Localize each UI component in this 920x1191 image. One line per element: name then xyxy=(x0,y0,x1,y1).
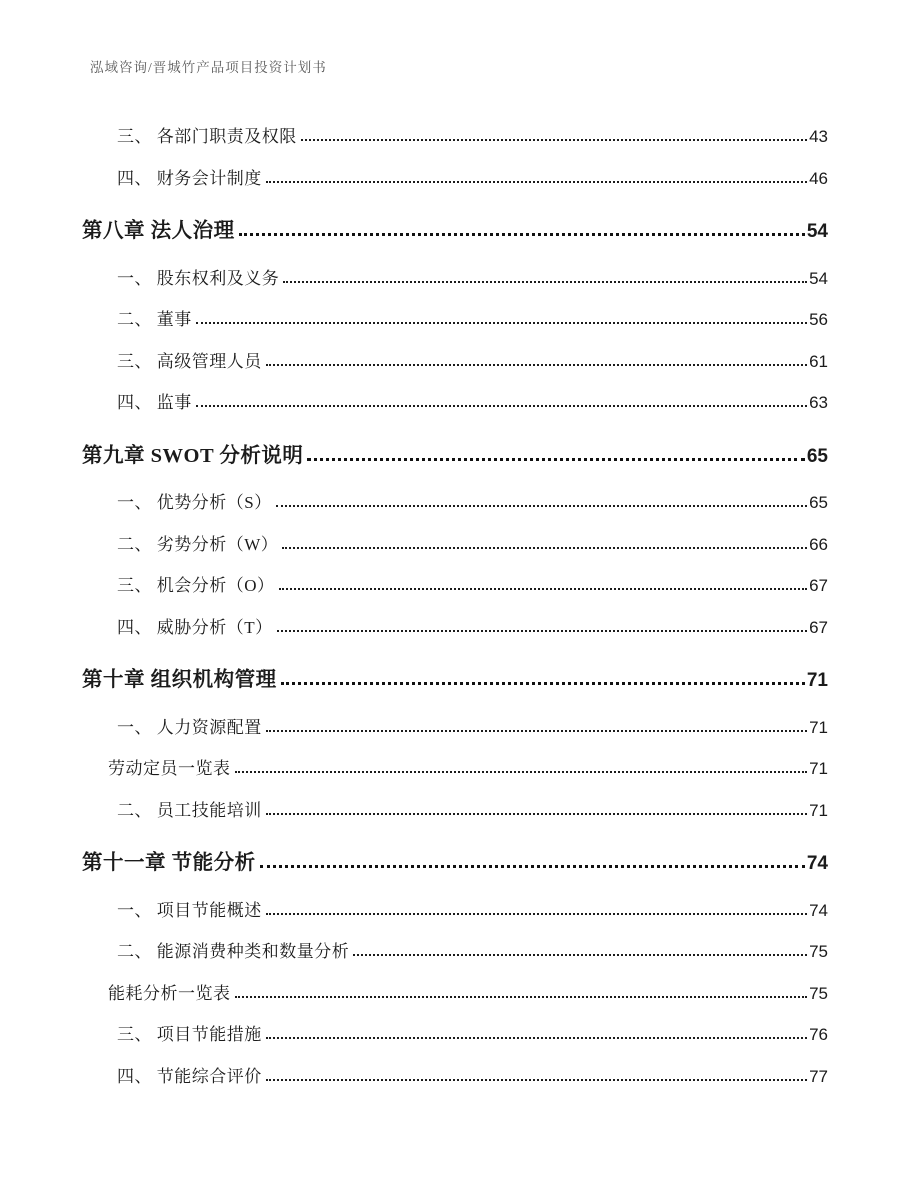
dot-leader xyxy=(266,364,807,366)
toc-entry-label: 四、 节能综合评价 xyxy=(117,1066,262,1086)
toc-entry-label: 四、 威胁分析（T） xyxy=(117,617,273,637)
toc-entry-label: 三、 机会分析（O） xyxy=(117,576,275,595)
toc-entry-page-number: 65 xyxy=(809,493,828,512)
toc-entry-sub[interactable] xyxy=(82,299,828,341)
toc-entry-page-number: 67 xyxy=(809,576,828,595)
toc-entry-chapter[interactable] xyxy=(82,430,828,483)
dot-leader xyxy=(266,813,807,815)
toc-entry-label: 第八章 法人治理 xyxy=(82,220,235,242)
dot-leader xyxy=(283,281,807,283)
toc-entry-sub[interactable] xyxy=(82,607,828,649)
document-header-title: 泓域咨询/晋城竹产品项目投资计划书 xyxy=(90,60,327,75)
toc-entry-page-number: 54 xyxy=(809,268,828,288)
table-of-contents xyxy=(82,116,828,1097)
toc-entry-label: 三、 项目节能措施 xyxy=(117,1025,262,1044)
toc-entry-label: 三、 高级管理人员 xyxy=(117,351,262,371)
toc-entry-page-number: 43 xyxy=(809,127,828,146)
toc-entry-label: 二、 员工技能培训 xyxy=(117,800,262,820)
toc-entry-page-number: 71 xyxy=(809,800,828,820)
dot-leader xyxy=(307,458,804,461)
dot-leader xyxy=(279,588,808,590)
toc-entry-page-number: 61 xyxy=(809,351,828,371)
dot-leader xyxy=(196,322,807,324)
toc-entry-chapter[interactable] xyxy=(82,837,828,890)
dot-leader xyxy=(196,405,807,407)
toc-entry-label: 一、 股东权利及义务 xyxy=(117,268,280,288)
dot-leader xyxy=(281,682,805,685)
dot-leader xyxy=(235,771,808,773)
toc-entry-sub[interactable] xyxy=(82,790,828,832)
dot-leader xyxy=(266,181,807,183)
toc-entry-label: 一、 优势分析（S） xyxy=(117,493,272,512)
toc-entry-page-number: 65 xyxy=(806,445,828,467)
toc-entry-label: 二、 劣势分析（W） xyxy=(117,534,279,554)
dot-leader xyxy=(266,1037,807,1039)
toc-entry-page-number: 66 xyxy=(809,534,828,554)
toc-entry-page-number: 63 xyxy=(809,393,828,412)
dot-leader xyxy=(282,547,807,549)
toc-entry-page-number: 76 xyxy=(809,1025,828,1044)
dot-leader xyxy=(353,954,807,956)
toc-entry-sub[interactable] xyxy=(82,931,828,973)
toc-entry-page-number: 71 xyxy=(806,670,828,691)
toc-entry-sub[interactable] xyxy=(82,158,828,200)
toc-entry-page-number: 56 xyxy=(809,310,828,329)
toc-entry-sub[interactable] xyxy=(82,1014,828,1056)
toc-entry-label: 第十一章 节能分析 xyxy=(82,852,256,874)
toc-entry-sub[interactable] xyxy=(82,890,828,932)
toc-entry-page-number: 46 xyxy=(809,168,828,188)
toc-entry-page-number: 54 xyxy=(806,221,828,242)
toc-entry-label: 能耗分析一览表 xyxy=(108,983,231,1003)
toc-entry-table[interactable] xyxy=(82,973,828,1015)
toc-entry-page-number: 67 xyxy=(809,617,828,637)
dot-leader xyxy=(266,913,807,915)
toc-entry-page-number: 74 xyxy=(806,853,828,874)
toc-entry-sub[interactable] xyxy=(82,116,828,158)
dot-leader xyxy=(277,630,807,632)
dot-leader xyxy=(235,996,808,998)
toc-entry-chapter[interactable] xyxy=(82,654,828,707)
toc-entry-page-number: 74 xyxy=(809,900,828,920)
toc-entry-label: 劳动定员一览表 xyxy=(108,759,231,778)
dot-leader xyxy=(239,233,805,236)
toc-entry-page-number: 75 xyxy=(809,942,828,961)
toc-entry-sub[interactable] xyxy=(82,258,828,300)
toc-entry-sub[interactable] xyxy=(82,707,828,749)
toc-entry-page-number: 71 xyxy=(809,717,828,737)
toc-entry-label: 第十章 组织机构管理 xyxy=(82,669,277,691)
toc-entry-label: 二、 能源消费种类和数量分析 xyxy=(117,942,350,961)
toc-entry-label: 三、 各部门职责及权限 xyxy=(117,127,297,146)
toc-entry-label: 四、 监事 xyxy=(117,393,192,412)
toc-entry-chapter[interactable] xyxy=(82,205,828,258)
dot-leader xyxy=(266,730,807,732)
toc-entry-label: 一、 人力资源配置 xyxy=(117,717,262,737)
toc-entry-page-number: 71 xyxy=(809,759,828,778)
dot-leader xyxy=(276,505,807,507)
toc-entry-table[interactable] xyxy=(82,748,828,790)
toc-entry-label: 第九章 SWOT 分析说明 xyxy=(82,444,304,467)
toc-entry-sub[interactable] xyxy=(82,482,828,524)
toc-entry-sub[interactable] xyxy=(82,565,828,607)
toc-entry-page-number: 77 xyxy=(809,1066,828,1086)
toc-entry-sub[interactable] xyxy=(82,341,828,383)
dot-leader xyxy=(301,139,807,141)
toc-entry-label: 一、 项目节能概述 xyxy=(117,900,262,920)
dot-leader xyxy=(266,1079,807,1081)
dot-leader xyxy=(260,865,805,868)
toc-entry-sub[interactable] xyxy=(82,1056,828,1098)
toc-entry-label: 二、 董事 xyxy=(117,310,192,329)
toc-entry-sub[interactable] xyxy=(82,382,828,424)
toc-entry-sub[interactable] xyxy=(82,524,828,566)
toc-entry-label: 四、 财务会计制度 xyxy=(117,168,262,188)
toc-entry-page-number: 75 xyxy=(809,983,828,1003)
